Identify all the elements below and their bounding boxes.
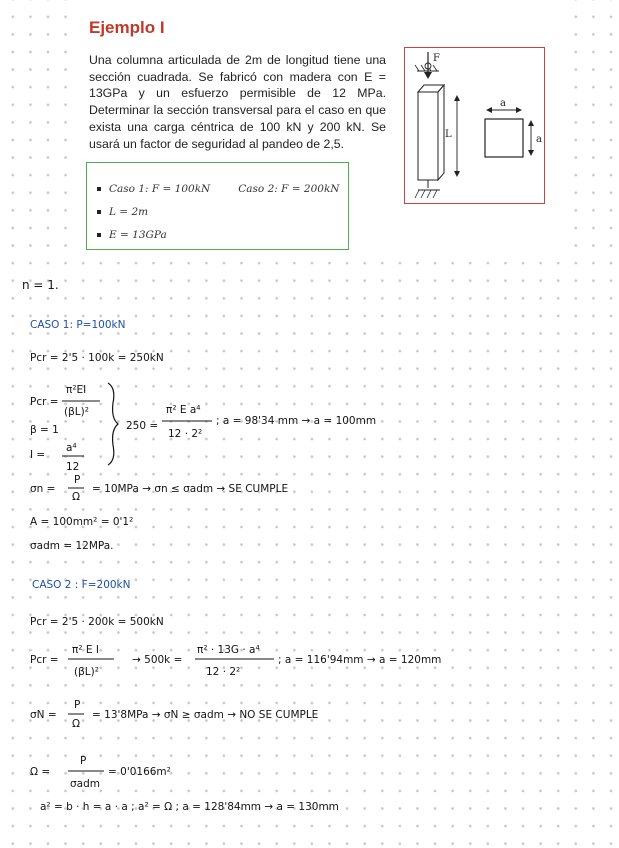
omega-numerator: P (80, 755, 87, 767)
list-item (97, 177, 340, 200)
dimension-arrow-icon (486, 107, 492, 113)
dimension-arrow-icon (454, 95, 460, 101)
case2-load: Caso 2: F = 200kN (238, 182, 340, 195)
force-arrowhead-icon (424, 72, 432, 79)
sigma1-lhs: σn = (30, 483, 56, 495)
safety-factor-note: n = 1. (22, 278, 59, 292)
column-figure (404, 47, 545, 204)
problem-statement-area (0, 0, 619, 262)
omega-denominator: σadm (70, 778, 100, 790)
brace-icon (108, 383, 118, 465)
final-result: a² = b · h = a · a ; a² = Ω ; a = 128'84mm → a = 130mm (40, 801, 339, 813)
modulus-value: E = 13GPa (109, 228, 167, 241)
eq2-numerator: π² · 13G · a⁴ (197, 644, 260, 656)
dimension-arrow-icon (454, 171, 460, 177)
sigma2-denominator: Ω (72, 718, 81, 730)
length-value: L = 2m (109, 205, 149, 218)
width-label: a (500, 98, 506, 109)
bullet-icon (97, 210, 101, 214)
eq1-numerator: π² E a⁴ (166, 404, 201, 416)
sigma2-result: = 13'8MPa → σN ≥ σadm → NO SE CUMPLE (92, 709, 319, 721)
eq1-denominator: 12 · 2² (168, 428, 203, 440)
solution-canvas (0, 262, 619, 848)
sigma2-lhs: σN = (30, 709, 57, 721)
allowable-stress: σadm = 12MPa. (30, 540, 114, 552)
cross-section-square (485, 119, 523, 157)
eq2-result: ; a = 116'94mm → a = 120mm (278, 654, 442, 666)
euler2-denominator: (βL)² (74, 666, 99, 678)
euler2-lhs: Pcr = (30, 654, 59, 666)
height-label: a (536, 134, 542, 145)
support-hatch (415, 65, 419, 71)
support-hatch (421, 65, 425, 71)
eq2-denominator: 12 · 2² (206, 666, 241, 678)
handwritten-solution (0, 262, 619, 848)
euler-lhs: Pcr = (30, 396, 59, 408)
eq1-lhs: 250 = (126, 420, 159, 432)
support-hatch (427, 190, 431, 198)
list-item (97, 200, 340, 223)
inertia-denominator: 12 (66, 461, 80, 473)
inertia-lhs: I = (30, 449, 46, 461)
column-diagram (405, 48, 546, 205)
case2-heading: CASO 2 : F=200kN (32, 579, 131, 591)
case1-load: Caso 1: F = 100kN (109, 182, 211, 195)
support-hatch (421, 190, 425, 198)
euler-numerator: π²EI (66, 384, 87, 396)
bullet-icon (97, 233, 101, 237)
column-side (438, 85, 444, 180)
pcr-case2: Pcr = 2'5 · 200k = 500kN (30, 616, 164, 628)
beta-value: β = 1 (30, 424, 59, 436)
omega-result: = 0'0166m² (108, 766, 171, 778)
support-hatch (433, 190, 437, 198)
dimension-arrow-icon (528, 150, 534, 156)
support-hatch (415, 190, 419, 198)
bullet-icon (97, 187, 101, 191)
euler2-numerator: π² E I (72, 644, 99, 656)
page-title: Ejemplo I (89, 18, 165, 37)
sigma1-result: = 10MPa → σn ≤ σadm → SE CUMPLE (92, 483, 289, 495)
sigma1-numerator: P (74, 474, 81, 486)
area-case1: A = 100mm² = 0'1² (30, 516, 134, 528)
length-label: L (445, 129, 452, 140)
eq2-lhs: → 500k = (132, 654, 183, 666)
force-label: F (433, 53, 440, 64)
inertia-numerator: a⁴ (66, 442, 77, 454)
dimension-arrow-icon (528, 120, 534, 126)
given-data-box (86, 162, 349, 250)
dimension-arrow-icon (516, 107, 522, 113)
case1-heading: CASO 1: P=100kN (30, 319, 126, 331)
column-front (418, 92, 438, 180)
euler-denominator: (βL)² (64, 406, 89, 418)
support-hatch (433, 65, 437, 71)
pcr-case1: Pcr = 2'5 · 100k = 250kN (30, 352, 164, 364)
omega-lhs: Ω = (30, 766, 51, 778)
problem-text: Una columna articulada de 2m de longitud tiene una sección cuadrada. Se fabricó con madera con E = 13GPa y un esfuerzo permisible de 12 MPa. Determinar la sección transversal para el caso en que exista una carga céntrica de 100 kN y 200 kN. Se usará un factor de seguridad al pandeo de 2,5. (89, 53, 386, 151)
given-data-list (97, 177, 340, 246)
sigma2-numerator: P (74, 699, 81, 711)
list-item (97, 223, 340, 246)
sigma1-denominator: Ω (72, 491, 81, 503)
eq1-result: ; a = 98'34 mm → a = 100mm (216, 415, 377, 427)
